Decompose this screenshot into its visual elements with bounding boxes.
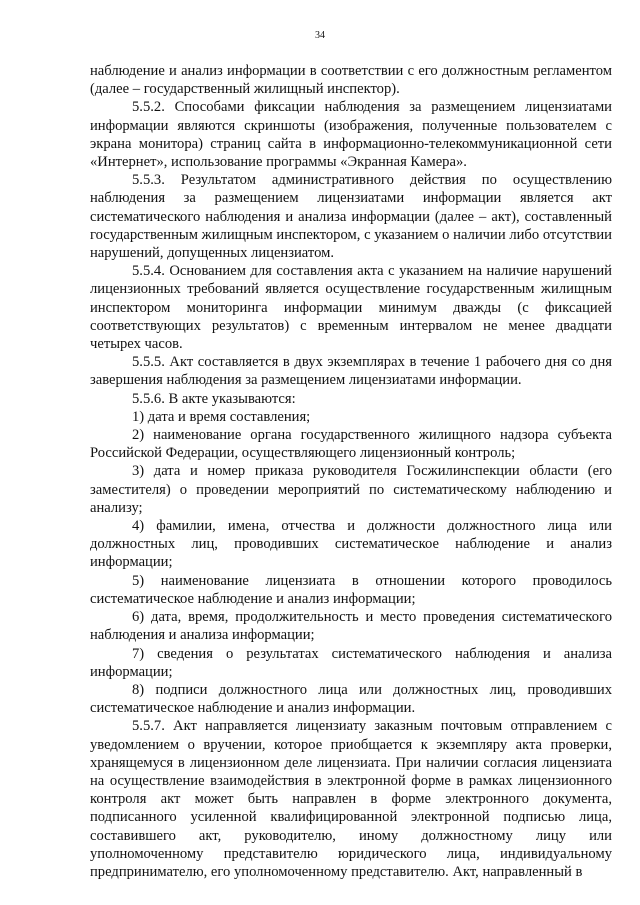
paragraph-5-5-3: 5.5.3. Результатом административного действия по осуществлению наблюдения за размещением лицензиатами информации является акт систематического наблюдения и анализа информации (далее – акт), составленный государственным жилищным инспектором, с указанием о наличии либо отсутствии нарушений, допущенных лицензиатом. bbox=[90, 172, 612, 262]
list-item-1: 1) дата и время составления; bbox=[132, 408, 311, 425]
list-item-8: 8) подписи должностного лица или должностных лиц, проводивших систематическое наблюдение и анализ информации. bbox=[90, 681, 612, 717]
list-item-6: 6) дата, время, продолжительность и место проведения систематического наблюдения и анализа информации; bbox=[90, 609, 612, 644]
paragraph-5-5-2: 5.5.2. Способами фиксации наблюдения за размещением лицензиатами информации являются скриншоты (изображения, полученные пользователем с экрана монитора) страниц сайта в информационно-телекоммуникационной сети «Интернет», использование программы «Экранная Камера». bbox=[90, 99, 612, 171]
list-item-2: 2) наименование органа государственного жилищного надзора субъекта Российской Федерации, осуществляющего лицензионный контроль; bbox=[90, 427, 612, 462]
list-item-5: 5) наименование лицензиата в отношении которого проводилось систематическое наблюдение и анализ информации; bbox=[90, 572, 612, 607]
paragraph-5-5-5: 5.5.5. Акт составляется в двух экземплярах в течение 1 рабочего дня со дня завершения наблюдения за размещением лицензиатами информации. bbox=[90, 354, 612, 389]
list-item-3: 3) дата и номер приказа руководителя Госжилинспекции области (его заместителя) о проведении мероприятий по систематическому наблюдению и анализу; bbox=[90, 463, 612, 516]
page-number: 34 bbox=[315, 30, 325, 41]
paragraph-continuation: наблюдение и анализ информации в соответствии с его должностным регламентом (далее – государственный жилищный инспектор). bbox=[90, 63, 612, 98]
list-item-7: 7) сведения о результатах систематического наблюдения и анализа информации; bbox=[90, 645, 612, 680]
paragraph-5-5-6: 5.5.6. В акте указываются: bbox=[132, 390, 296, 407]
list-item-4: 4) фамилии, имена, отчества и должности должностного лица или должностных лиц, проводивших систематическое наблюдение и анализ информации; bbox=[90, 518, 612, 571]
paragraph-5-5-4: 5.5.4. Основанием для составления акта с указанием на наличие нарушений лицензионных требований является осуществление государственным жилищным инспектором мониторинга информации минимум дважды (с фиксацией соответствующих результатов) с временным интервалом не менее двадцати четырех часов. bbox=[90, 263, 612, 353]
paragraph-5-5-7: 5.5.7. Акт направляется лицензиату заказным почтовым отправлением с уведомлением о вручении, которое приобщается к экземпляру акта проверки, хранящемуся в лицензионном деле лицензиата. При наличии согласия лицензиата на осуществление взаимодействия в электронной форме в рамках лицензионного контроля акт может быть направлен в форме электронного документа, подписанного усиленной квалифицированной электронной подписью лица, составившего акт, руководителю, иному должностному лицу или уполномоченному представителю юридического лица, индивидуальному предпринимателю, его уполномоченному представителю. Акт, направленный в bbox=[90, 718, 612, 880]
document-body bbox=[90, 62, 612, 881]
